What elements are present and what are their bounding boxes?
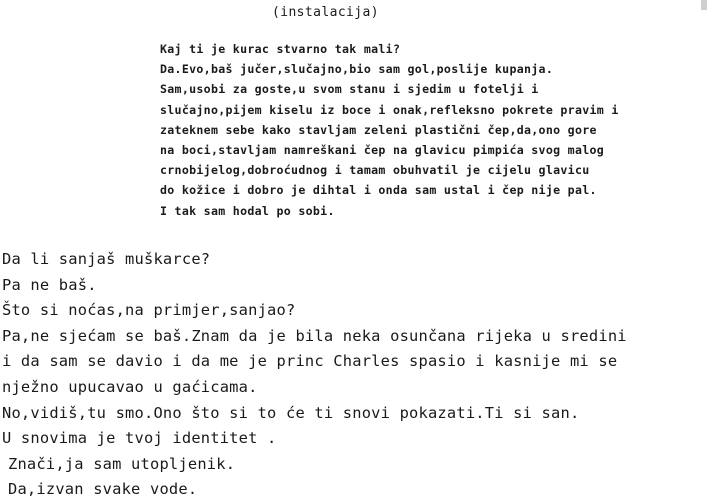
dialogue-line: Da li sanjaš muškarce?	[2, 250, 211, 268]
top-line: Da.Evo,baš jučer,slučajno,bio sam gol,poslije kupanja.	[160, 62, 554, 77]
dialogue-block	[2, 247, 627, 503]
dialogue-line: nježno upucavao u gaćicama.	[2, 377, 258, 396]
top-line: zateknem sebe kako stavljam zeleni plastični čep,da,ono gore	[160, 122, 597, 137]
dialogue-line: Da,izvan svake vode.	[8, 480, 198, 499]
corner-mark	[701, 0, 707, 10]
top-line: do kožice i dobro je dihtal i onda sam ustal i čep nije pal.	[160, 183, 597, 198]
top-line: Sam,usobi za goste,u svom stanu i sjedim u fotelji i	[160, 82, 539, 97]
dialogue-line: U snovima je tvoj identitet .	[2, 429, 277, 448]
top-line: na boci,stavljam namreškani čep na glavicu pimpića svog malog	[160, 143, 605, 158]
dialogue-line: No,vidiš,tu smo.Ono što si to će ti snovi pokazati.Ti si san.	[2, 403, 580, 422]
dialogue-line: i da sam se davio i da me je princ Charles spasio i kasnije mi se	[2, 352, 618, 371]
document-heading: (instalacija)	[272, 5, 379, 20]
top-line: Kaj ti je kurac stvarno tak mali?	[160, 42, 401, 56]
top-line: slučajno,pijem kiselu iz boce i onak,refleksno pokrete pravim i	[160, 102, 619, 117]
dialogue-line: Pa,ne sjećam se baš.Znam da je bila neka osunčana rijeka u sredini	[2, 326, 627, 345]
dialogue-line: Pa ne baš.	[2, 275, 97, 294]
dialogue-line: Što si noćas,na primjer,sanjao?	[2, 301, 296, 320]
dialogue-line: Znači,ja sam utopljenik.	[8, 454, 236, 473]
top-line: I tak sam hodal po sobi.	[160, 203, 335, 218]
top-line: crnobijelog,dobroćudnog i tamam obuhvatil je cijelu glavicu	[160, 163, 590, 178]
top-paragraph	[160, 39, 619, 221]
